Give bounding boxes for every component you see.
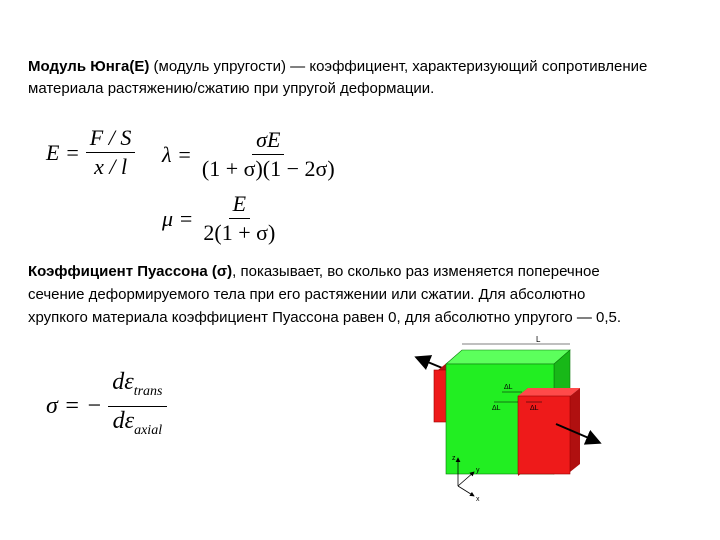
- poisson-paragraph: [28, 260, 638, 329]
- y-axis-label: y: [476, 467, 480, 474]
- dl-top-label: ΔL: [504, 384, 513, 391]
- mu-formula-lhs: μ =: [162, 205, 194, 231]
- lambda-formula-fraction: [198, 128, 339, 181]
- young-formula-denominator: x / l: [94, 154, 128, 179]
- poisson-text: , показывает, во сколько раз изменяется поперечное сечение деформируемого тела при его растяжении или сжатии. Для абсолютно хрупкого материала коэффициент Пуассона равен 0, для абсолютно упругого — 0,5.: [28, 263, 622, 326]
- z-axis-label: z: [452, 455, 456, 462]
- young-modulus-paragraph: [28, 56, 708, 100]
- poisson-den-sub: axial: [134, 423, 163, 438]
- x-axis-icon: [458, 486, 474, 496]
- cube-top-face: [446, 350, 570, 364]
- mu-formula-numerator: E: [229, 192, 250, 219]
- mu-formula: [162, 192, 279, 245]
- young-formula-fraction: [86, 126, 136, 179]
- right-plate: [518, 396, 570, 474]
- poisson-formula-denominator: [109, 407, 166, 443]
- poisson-formula-fraction: [108, 370, 166, 443]
- poisson-num-sub: trans: [133, 384, 163, 399]
- poisson-formula-lhs: σ = −: [46, 393, 103, 419]
- poisson-den-d: dε: [112, 408, 135, 434]
- lambda-formula: [162, 128, 339, 181]
- right-plate-top: [518, 388, 580, 396]
- deformation-cube-diagram: [404, 336, 614, 504]
- young-modulus-term: Модуль Юнга(E): [28, 58, 150, 75]
- young-formula: [46, 126, 135, 179]
- young-modulus-text: (модуль упругости) — коэффициент, характеризующий сопротивление материала растяжению/сжатию при упругой деформации.: [28, 58, 648, 97]
- mu-formula-fraction: [199, 192, 279, 245]
- lambda-formula-numerator: σE: [252, 128, 284, 155]
- poisson-term: Коэффициент Пуассона (σ): [28, 263, 233, 280]
- x-axis-label: x: [476, 496, 480, 503]
- young-formula-lhs: E =: [46, 139, 80, 165]
- dl-right-label: ΔL: [530, 405, 539, 412]
- poisson-formula: [46, 370, 167, 443]
- poisson-num-d: dε: [112, 369, 134, 395]
- lambda-formula-denominator: (1 + σ)(1 − 2σ): [201, 156, 335, 181]
- dl-mid-label: ΔL: [492, 405, 501, 412]
- length-label: L: [536, 336, 541, 344]
- mu-formula-denominator: 2(1 + σ): [203, 220, 276, 245]
- lambda-formula-lhs: λ =: [162, 141, 192, 167]
- poisson-formula-numerator: [108, 370, 166, 407]
- young-formula-numerator: F / S: [86, 126, 136, 153]
